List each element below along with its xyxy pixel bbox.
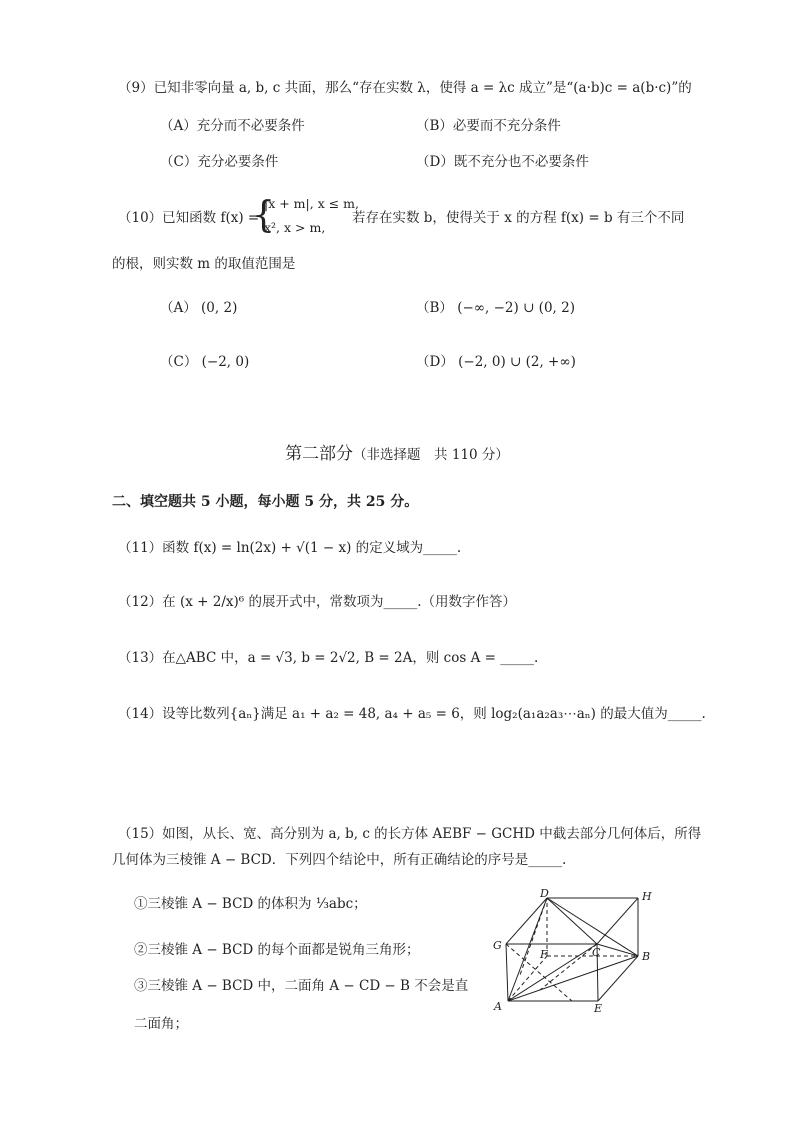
- edge-DC: [547, 898, 597, 944]
- q10-option-c: （C） (−2, 0): [160, 354, 250, 370]
- edge-CH: [597, 898, 638, 944]
- edge-DG: [506, 898, 547, 944]
- q13: （13）在△ABC 中，a = √3, b = 2√2, B = 2A，则 cos A = _____.: [118, 650, 539, 666]
- part2-heading: [0, 442, 794, 467]
- q15-line2: 几何体为三棱锥 A − BCD．下列四个结论中，所有正确结论的序号是_____.: [112, 852, 567, 868]
- section2-title: 二、填空题共 5 小题，每小题 5 分，共 25 分。: [112, 494, 419, 510]
- q15-conclusion-2: ②三棱锥 A − BCD 的每个面都是锐角三角形；: [134, 942, 420, 958]
- hidden-edge-C-diag: [540, 944, 597, 990]
- q10-case1: |x + m|, x ≤ m,: [264, 196, 359, 211]
- q15-conclusion-3-line1: ③三棱锥 A − BCD 中，二面角 A − CD − B 不会是直: [134, 978, 469, 994]
- label-C: C: [592, 946, 601, 959]
- q9-option-b: （B）必要而不充分条件: [416, 118, 561, 134]
- q10-option-d: （D） (−2, 0) ∪ (2, +∞): [416, 354, 576, 370]
- q10-option-b: （B） (−∞, −2) ∪ (0, 2): [416, 300, 575, 316]
- edge-CB: [597, 944, 638, 956]
- q15-line1: （15）如图，从长、宽、高分别为 a, b, c 的长方体 AEBF − GCHD 中截去部分几何体后，所得: [118, 826, 702, 842]
- q12: （12）在 (x + 2/x)⁶ 的展开式中，常数项为_____.（用数字作答）: [118, 594, 517, 610]
- q10-case2: x², x > m,: [264, 220, 326, 235]
- q15-conclusion-3-line2: 二面角；: [134, 1016, 188, 1032]
- label-G: G: [493, 939, 502, 952]
- edge-GA: [506, 944, 508, 1001]
- label-B: B: [642, 950, 651, 963]
- label-H: H: [642, 890, 652, 903]
- q10-stem-suffix: 若存在实数 b，使得关于 x 的方程 f(x) = b 有三个不同: [352, 210, 685, 226]
- q10-piecewise-brace: {: [252, 195, 275, 236]
- q9-option-a: （A）充分而不必要条件: [160, 118, 305, 134]
- part2-title: 第二部分: [285, 444, 354, 464]
- label-D: D: [540, 887, 549, 900]
- q11: （11）函数 f(x) = ln(2x) + √(1 − x) 的定义域为_____.: [118, 540, 462, 556]
- q9-option-d: （D）既不充分也不必要条件: [416, 154, 589, 170]
- cuboid-tetrahedron-figure: [488, 884, 668, 1018]
- q9-option-c: （C）充分必要条件: [160, 154, 279, 170]
- label-E: E: [594, 1002, 603, 1015]
- label-F: F: [540, 948, 548, 961]
- q15-conclusion-1: ①三棱锥 A − BCD 的体积为 ⅓abc；: [134, 896, 367, 912]
- q10-stem-prefix: （10）已知函数 f(x) =: [118, 210, 260, 226]
- q9-stem: （9）已知非零向量 a, b, c 共面，那么“存在实数 λ，使得 a = λc 成立”是“(a·b)c = a(b·c)”的: [118, 80, 692, 96]
- q10-option-a: （A） (0, 2): [160, 300, 238, 316]
- q10-stem-line2: 的根，则实数 m 的取值范围是: [112, 256, 296, 272]
- label-A: A: [494, 1000, 502, 1013]
- q14: （14）设等比数列{aₙ}满足 a₁ + a₂ = 48, a₄ + a₅ = 6，则 log₂(a₁a₂a₃⋯aₙ) 的最大值为_____.: [118, 706, 706, 722]
- part2-subtitle: （非选择题 共 110 分）: [353, 447, 509, 463]
